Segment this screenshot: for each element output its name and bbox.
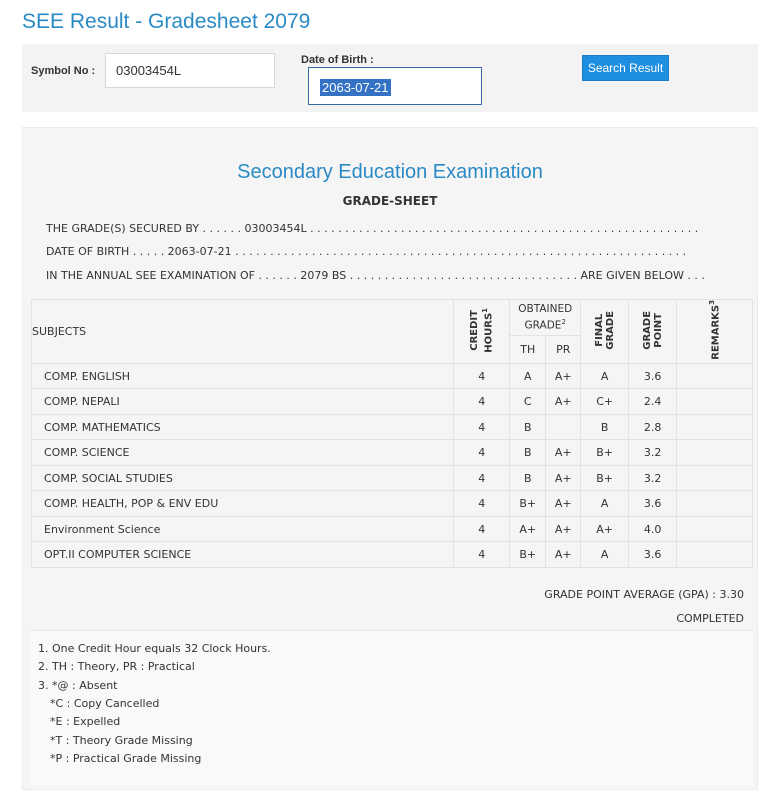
- remarks-cell: [677, 440, 753, 466]
- dob-label: Date of Birth :: [301, 54, 374, 66]
- th-grade-cell: B+: [510, 491, 546, 517]
- dob-line: DATE OF BIRTH . . . . . 2063-07-21 . . . . . . . . . . . . . . . . . . . . . . . . . . . . . . . . . . . . . . . . . . . . . . . . . . . . . . . . . . . . . . . . .: [46, 245, 687, 258]
- grade-point-cell: 3.2: [629, 465, 677, 491]
- pr-grade-cell: A+: [546, 542, 581, 568]
- note-item: *C : Copy Cancelled: [50, 697, 160, 710]
- table-row: [32, 440, 753, 466]
- dob-input[interactable]: [308, 67, 482, 105]
- final-grade-cell: A: [581, 363, 629, 389]
- grade-point-cell: 3.6: [629, 542, 677, 568]
- obtained-grade-header: OBTAINED GRADE$^2$: [510, 300, 581, 336]
- remarks-cell: [677, 465, 753, 491]
- th-grade-cell: B: [510, 465, 546, 491]
- remarks-header: REMARKS$^3$: [677, 300, 753, 364]
- final-grade-cell: A: [581, 491, 629, 517]
- grade-point-cell: 3.2: [629, 440, 677, 466]
- symbol-number-input[interactable]: 03003454L: [105, 53, 275, 88]
- subject-cell: OPT.II COMPUTER SCIENCE: [32, 542, 454, 568]
- th-grade-cell: B: [510, 414, 546, 440]
- note-item: 3. *@ : Absent: [38, 679, 118, 692]
- subject-cell: COMP. ENGLISH: [32, 363, 454, 389]
- subject-cell: COMP. SCIENCE: [32, 440, 454, 466]
- grade-point-cell: 3.6: [629, 491, 677, 517]
- table-row: [32, 542, 753, 568]
- table-row: [32, 389, 753, 415]
- dob-value-selected: 2063-07-21: [322, 80, 389, 95]
- grades-table: [31, 299, 753, 568]
- subject-cell: Environment Science: [32, 516, 454, 542]
- final-grade-cell: C+: [581, 389, 629, 415]
- credit-cell: 4: [454, 542, 510, 568]
- credit-hours-header: CREDIT HOURS$^1$: [454, 300, 510, 364]
- credit-cell: 4: [454, 414, 510, 440]
- grade-point-cell: 3.6: [629, 363, 677, 389]
- gradesheet-card: [22, 127, 758, 790]
- table-row: [32, 465, 753, 491]
- note-item: *T : Theory Grade Missing: [50, 734, 193, 747]
- th-grade-cell: C: [510, 389, 546, 415]
- subject-cell: COMP. HEALTH, POP & ENV EDU: [32, 491, 454, 517]
- remarks-cell: [677, 363, 753, 389]
- subject-cell: COMP. MATHEMATICS: [32, 414, 454, 440]
- exam-line: IN THE ANNUAL SEE EXAMINATION OF . . . . . . 2079 BS . . . . . . . . . . . . . . . . . . . . . . . . . . . . . . . . . ARE GIVEN BELOW . . .: [46, 269, 705, 282]
- result-status: COMPLETED: [676, 612, 744, 625]
- pr-grade-cell: A+: [546, 440, 581, 466]
- pr-grade-cell: A+: [546, 465, 581, 491]
- credit-cell: 4: [454, 465, 510, 491]
- credit-cell: 4: [454, 516, 510, 542]
- notes-section: [29, 630, 753, 786]
- search-result-button[interactable]: Search Result: [582, 55, 669, 81]
- table-row: [32, 491, 753, 517]
- remarks-cell: [677, 516, 753, 542]
- remarks-cell: [677, 414, 753, 440]
- note-item: *P : Practical Grade Missing: [50, 752, 202, 765]
- grade-point-header: GRADE POINT: [629, 300, 677, 364]
- th-grade-cell: A: [510, 363, 546, 389]
- table-row: [32, 414, 753, 440]
- th-grade-cell: B+: [510, 542, 546, 568]
- pr-grade-cell: A+: [546, 389, 581, 415]
- note-item: 2. TH : Theory, PR : Practical: [38, 660, 195, 673]
- note-item: *E : Expelled: [50, 715, 121, 728]
- symbol-label: Symbol No :: [31, 65, 96, 77]
- subject-cell: COMP. NEPALI: [32, 389, 454, 415]
- secured-by-line: THE GRADE(S) SECURED BY . . . . . . 03003454L . . . . . . . . . . . . . . . . . . . . . . . . . . . . . . . . . . . . . . . . . . . . . . . . . . . . . . . .: [46, 222, 699, 235]
- pr-grade-cell: A+: [546, 363, 581, 389]
- pr-header: PR: [546, 335, 581, 363]
- gpa-summary: GRADE POINT AVERAGE (GPA) : 3.30: [544, 588, 744, 601]
- table-row: [32, 516, 753, 542]
- grade-point-cell: 2.4: [629, 389, 677, 415]
- grade-point-cell: 4.0: [629, 516, 677, 542]
- remarks-cell: [677, 542, 753, 568]
- pr-grade-cell: A+: [546, 491, 581, 517]
- final-grade-cell: A: [581, 542, 629, 568]
- remarks-cell: [677, 389, 753, 415]
- credit-cell: 4: [454, 440, 510, 466]
- note-item: 1. One Credit Hour equals 32 Clock Hours.: [38, 642, 271, 655]
- page-title: SEE Result - Gradesheet 2079: [22, 10, 311, 33]
- final-grade-cell: A+: [581, 516, 629, 542]
- final-grade-cell: B: [581, 414, 629, 440]
- pr-grade-cell: A+: [546, 516, 581, 542]
- exam-title: Secondary Education Examination: [237, 161, 543, 183]
- gradesheet-title: GRADE-SHEET: [342, 194, 438, 208]
- pr-grade-cell: [546, 414, 581, 440]
- search-form: [22, 44, 758, 112]
- remarks-cell: [677, 491, 753, 517]
- final-grade-cell: B+: [581, 440, 629, 466]
- credit-cell: 4: [454, 363, 510, 389]
- subjects-header: SUBJECTS: [32, 300, 454, 364]
- table-row: [32, 363, 753, 389]
- th-grade-cell: B: [510, 440, 546, 466]
- th-header: TH: [510, 335, 546, 363]
- credit-cell: 4: [454, 389, 510, 415]
- credit-cell: 4: [454, 491, 510, 517]
- final-grade-header: FINAL GRADE: [581, 300, 629, 364]
- subject-cell: COMP. SOCIAL STUDIES: [32, 465, 454, 491]
- th-grade-cell: A+: [510, 516, 546, 542]
- grade-point-cell: 2.8: [629, 414, 677, 440]
- final-grade-cell: B+: [581, 465, 629, 491]
